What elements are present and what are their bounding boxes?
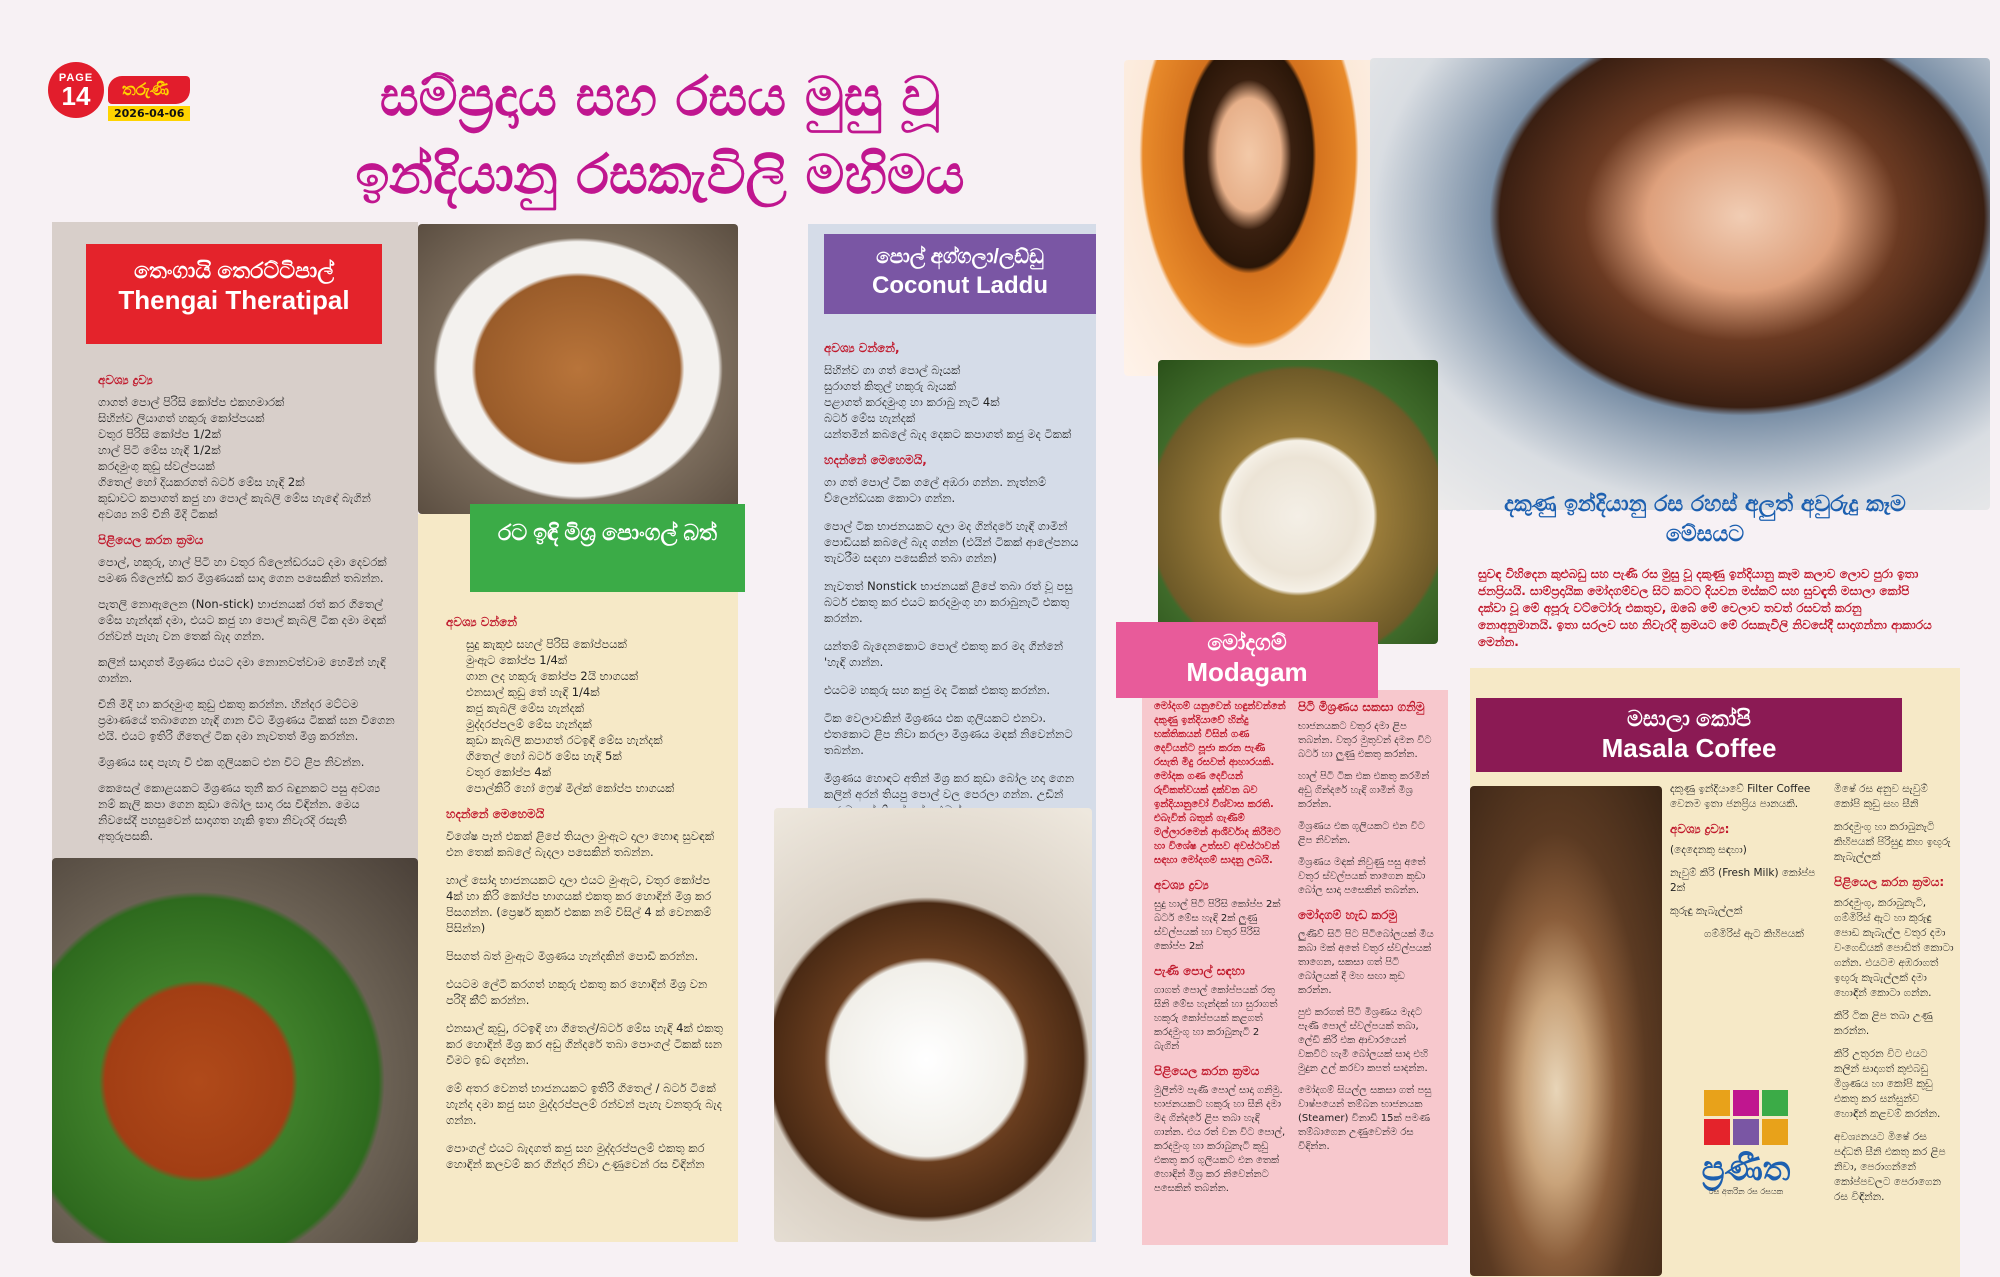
list-item: කරදමුංගු කුඩු ස්වල්පයක් [98,459,215,473]
thengai-text: අවශ්‍ය ද්‍රව්‍ය ගාගත් පොල් පිරිසි කෝප්ප එකහමාරක් සිහින්ව ලියාගත් හකුරු කෝප්පයක් වතුර පිරිසි කෝප්ප 1/2ක් හාල් පිටි මේස හැඳි 1/2ක් කරදමුංගු කුඩු ස්වල්පයක් ගිතෙල් හෝ දියකරගත් බටර් මේස හැඳි 2ක් කුඩාවට කපාගත් කජු හා පොල් කැබලි මේස හැඳේ බැගින් අවශ්‍ය නම් චීනි මිදි ටිකක් පිළියෙල කරන ක්‍රමය පොල්, හකුරු, හාල් පිටි හා වතුර බ්ලෙන්ඩරයට දමා දෙවරක් පමණ බ්ලෙන්ඩ් කර මිශ්‍රණයක් සාදා ගෙන පසෙකින් තබන්න. පැතලි නොඇලෙන (Non-stick) භාජනයක් රත් කර ගිතෙල් මේස හැන්දක් දමා, එයට කජු හා පොල් කැබලි ටික දමා මඳක් රන්වන් පැහැ වන තෙක් බැද ගන්න. කලින් සාදාගත් මිශ්‍රණය එයට දමා නොනවත්වාම හෙමින් හැඳි ගාන්න. චීනි මිදි හා කරදමුංගු කුඩු එකතු කරන්න. හින්දර මට්ටම ප්‍රමාණයේ තබාගෙන හැඳි ගාන විට මිශ්‍රණය ටිකක් ඝන වීගෙන එයි. එයට ඉතිරි ගිතෙල් ටික දමා නැවතත් මිශ්‍ර කරන්න. මිශ්‍රණය ඝඳ පැහැ වී එක ගුලියකට එන විට ළිප නිවන්න. කෙසෙල් කොළයකට මිශ්‍රණය තුනී කර බඳුනකට පසු අවශ්‍ය නම් කැලි කපා ගෙන කුඩා බෝල සාදා රස විඳින්න. මෙය නිවසේදී පහසුවෙන් සාදාගත හැකි ඉතා නිවැරදි රසැති අතුරුපසකි. [98,362,398,854]
list-item: මිශ්‍රණය හොඳට අතින් මිශ්‍ර කර කුඩා බෝල හදා ගෙන කලින් අරන් තියපු පොල් වල පෙරලා ගන්න. උඩින් [824,771,1075,801]
modagam-column [1142,630,1448,1245]
modagam-title: මෝදගම් Modagam [1116,622,1378,698]
page-number-circle: PAGE 14 [48,62,104,118]
list-item: එනසාල් කුඩු තේ හැඳි 1/4ක් [466,685,600,699]
page-title: සම්ප්‍රදාය සහ රසය මුසු වූ ඉන්දියානු රසකැවිලි මහිමය [355,65,965,206]
pongal-title: රට ඉඳි මිශ්‍ර පොංගල් බත් [470,504,745,592]
list-item: ගා ගත් පොල් ටික ගලේ අඹරා ගන්න. නැත්නම් ව්ලෙන්ඩයක කොටා ගන්න. [824,475,1047,505]
list-item: පිසගත් බත් මුංඇට මිශ්‍රණය හැන්දකින් පොඩි කරන්න. [446,949,699,963]
list-item: මිශ්‍රණය ඝඳ පැහැ වී එක ගුලියකට එන විට ළිප නිවන්න. [98,755,365,769]
list-item: ටික වෙලාවකින් මිශ්‍රණය එක ගුලියකට එනවා. එතකොට ළිප නිවා කරලා මිශ්‍රණය මඳක් නිවෙන්නට තබන්න. [824,711,1073,757]
list-item: කුඩා කැබලි කපාගත් රටඉඳි මේස හැන්දක් [466,733,663,747]
list-item: යන්තම් බැදෙනකොට පොල් එකතු කර මද ගින්නේ 'හැඳි ගාන්න. [824,639,1064,669]
list-item: සුරාගත් කිතුල් හකුරු බෑයක් [824,379,957,393]
list-item: කෙසෙල් කොළයකට මිශ්‍රණය තුනී කර බඳුනකට පසු අවශ්‍ය නම් කැලි කපා ගෙන කුඩා බෝල සාදා රස විඳින්න. මෙය නිවසේදී පහසුවෙන් සාදාගත හැකි ඉතා නිවැරදි රසැති අතුරුපසකි. [98,781,381,843]
list-item: හාල් පිටි මේස හැඳි 1/2ක් [98,443,221,457]
pranitha-logo: ප්‍රණීත රස අතරින රස රසයක [1676,1090,1816,1230]
list-item: අවශ්‍ය නම් චීනි මිදි ටිකක් [98,507,218,521]
ingredient-list [824,362,1084,442]
coffee-text-left: දකුණු ඉන්දියාවේ Filter Coffee වෙනම ඉතා ජනප්‍රිය පානයකි. අවශ්‍ය ද්‍රව්‍ය: (දෙදෙනකු සඳහා) නැවුම් කිරි (Fresh Milk) කෝප්ප 2ක් කුරුඳු කැබැල්ලක් ගම්මිරිස් ඇට කිහිපයක් [1670,783,1816,940]
list-item: පොංගල් එයට බැදගත් කජු සහ මුද්දරප්පලම් එකතු කර හොඳින් කලවම් කර ගින්දර නිවා උණුවෙන් රස විඳින්න [446,1141,705,1171]
list-item: පොල් ටික භාජනයකට දාලා මද ගින්දරේ හැඳි ගාමින් පොඩියක් කබලේ බැද ගන්න (එයින් ටිකක් ආලේපනය තැවරීම සඳහා පසෙකින් තබා ගන්න) [824,519,1079,565]
feature-body: සුවඳ විහිදෙන කුළුබඩු සහ පැණි රස මුසු වූ දකුණු ඉන්දියානු කෑම කලාව ලොව පුරා ඉතා ජනප්‍රියයි. සාම්ප්‍රදායික මෝදගම්වල සිට කටට දියවන මස්කට් සහ සුවඳැති මසාලා කෝපි දක්වා වූ මේ අපූරු වට්ටෝරු එකතුව, ඔබේ මේ වෙලාව තවත් රසවත් කරනු නොඅනුමානයි. ඉතා සරලව සහ නිවැරදි ක්‍රමයට මේ රසකැවිලි නිවසේදී සාදාගන්නා ආකාරය මෙන්න. [1478,567,1932,649]
list-item: බටර් මේස හැන්දක් [824,411,916,425]
feature-heading: දකුණු ඉන්දියානු රස රහස් අලුත් අවුරුදු කෑම මේසයට [1504,492,1906,547]
list-item: නැවතත් Nonstick භාජනයක් ළිපේ තබා රත් වූ පසු බටර් එකතු කර එයට කරදමුංගු හා කරාබුනැටි එකතු කරන්න. [824,579,1073,625]
list-item: සිහින්ව ගා ගත් පොල් බෑයක් [824,363,961,377]
list-item: ගිතෙල් හෝ දියකරගත් බටර් මේස හැඳි 2ක් [98,475,305,489]
coffee-text-right: මිෂේ රස අනුව සැවුම් කෝපි කුඩු සහ සීනි කරදමුංගු හා කරාබුනැටි කිහිපයක් පිරිසුදු කහ ඉඟුරු කැබැල්ලක් පිළියෙල කරන ක්‍රමය: කරදමුංගු, කරාබුනැටි, ගම්මිරිස් ඇට හා කුරුඳු පොඩ කැබැල්ල වතුර දමා වංගෙඩියක් පොඩිත් කොටා ගන්න. එයටම අඹරාගත් ඉඟුරු කැබැල්ලක් දමා හොඳින් කොටා ගන්න. කිරි ටික ළිප තබා උණු කරන්න. කිරි උතුරන විට එයට කලින් සාදාගත් කුළුබඩු මිශ්‍රණය හා කෝපි කුඩු එකතු කර සන්සුන්ව හොඳින් කළවම් කරන්න. අවශ්‍යනයට මිෂේ රස පද්ධති සීනි එකතු කර ළිප නිවා, පෙරාගන්නේ කෝප්පවලට පෙරාගෙන රස විඳින්න. [1834,783,1954,1203]
issue-date: 2026-04-06 [108,106,190,121]
list-item: විශේෂ පෑන් එකක් ළිපේ තියලා මුංඇට දාලා හොඳ සුවඳක් එන තෙක් කබලේ බැදලා පසෙකින් තබන්න. [446,829,715,859]
pongal-photo [418,224,738,514]
modagam-text-right: පිටි මිශ්‍රණය සකසා ගනිමු භාජනයකට වතුර දමා ළිප තබන්න. වතුර මුතුවන් දමන විට බටර් හා ලුණු එකතු කරන්න. හාල් පිටි ටික එක එකතු කරමින් අඩු ගින්දරේ හැඳි ගාමින් මිශ්‍ර කරන්න. මිශ්‍රණය එක ගුලියකට එන විට ළිප නිවන්න. මිශ්‍රණය මඳක් නිවුණු පසු අතේ වතුර ස්වල්පයක් තාගෙන කුඩා බෝල සාදා පසෙකින් තබන්න. මෝදගම් හැඩ කරමු ලුණිව් සිටි පිට පිටිබෝලයක් මීය කබා මක් අතේ වතුර ස්වල්පයක් තාගෙන, සකසා ගත් පිටි බෝලයක් දී මහ සඟා කුඩ කරන්න. පුළු කරගත් පිටි මිශ්‍රණය මැදට පැණි පොල් ස්වල්පයක් තබා, ලේඩි කිරි එක ආචාරයෙන් වකවීට හැමී බෝලයක් සාදා එහි මුදුන උල් කරවා කපත් සාදන්න. මෝදගම් සියල්ල සකසා ගත් පසු වාෂ්පයෙන් තම්බන භාජනයක (Steamer) විනාඩි 15ක් පමණ තම්බාගෙන උණුවෙන්ම රස විඳින්න. [1298,700,1434,1152]
thengai-title: තෙංගායි තෙරට්ටිපාල් Thengai Theratipal [86,244,382,344]
pongal-text: අවශ්‍ය වන්නේ සුදු කැකුළු සහල් පිරිසි කෝප්පයක් මුංඇට කෝප්ප 1/4ක් ගාන ලද හකුරු කෝප්ප 2යි භාගයක් එනසාල් කුඩු තේ හැඳි 1/4ක් කජු කැබලි මේස හැන්දක් මුද්දරප්පලම් මේස හැන්දක් කුඩා කැබලි කපාගත් රටඉඳි මේස හැන්දක් ගිතෙල් හෝ බටර් මේස හැඳි 5ක් වතුර කෝප්ප 4ක් පොල්කිරි හෝ ෆ්‍රෙෂ් මිල්ක් කෝප්ප භාගයක් හදන්නේ මෙහෙමයි විශේෂ පෑන් එකක් ළිපේ තියලා මුංඇට දාලා හොඳ සුවඳක් එන තෙක් කබලේ බැදලා පසෙකින් තබන්න. හාල් සෝදා භාජනයකට දාලා එයට මුංඇට, වතුර කෝප්ප 4ක් හා කිරි කෝප්ප භාගයක් එකතු කර හොඳින් මිශ්‍ර කර පිසගන්න. (ප්‍රෙෂර් කුකර් එකක නම් විසිල් 4 ක් වෙනකම් පිසින්න) පිසගත් බත් මුංඇට මිශ්‍රණය හැන්දකින් පොඩි කරන්න. එයටම ලේටී කරගත් හකුරු එකතු කර හොඳින් මිශ්‍ර වන පරිදි කීට් කරන්න. එනසාල් කුඩු, රටඉඳි හා ගිතෙල්/බටර් මේස හැඳි 4ක් එකතු කර හොඳින් මිශ්‍ර කර අඩු ගින්දරේ තබා පොංගල් ටිකක් ඝන වීමට ඉඩ දෙන්න. මේ අතර වෙනත් භාජනයකට ඉතිරි ගිතෙල් / බටර් ටිකේ හැන්ද දමා කජු සහ මුද්දරප්පලම් රන්වන් පැහැ වනතුරු බැද ගන්න. පොංගල් එයට බැදගත් කජු සහ මුද්දරප්පලම් එකතු කර හොඳින් කලවම් කර ගින්දර නිවා උණුවෙන් රස විඳින්න [446,604,726,1184]
girl-photo [1124,60,1374,376]
ingredient-list [446,636,726,796]
list-item: කලින් සාදාගත් මිශ්‍රණය එයට දමා නොනවත්වාම හෙමින් හැඳි ගාන්න. [98,655,386,685]
list-item: සුදු කැකුළු සහල් පිරිසි කෝප්පයක් [466,637,627,651]
list-item: පැතලි නොඇලෙන (Non-stick) භාජනයක් රත් කර ගිතෙල් මේස හැන්දක් දමා, එයට කජු හා පොල් කැබලි ටික දමා මඳක් රන්වන් පැහැ වන තෙක් බැද ගන්න. [98,597,387,643]
method-list [98,554,398,844]
list-item: වතුර කෝප්ප 4ක් [466,765,552,779]
list-item: පොල්කිරි හෝ ෆ්‍රෙෂ් මිල්ක් කෝප්ප භාගයක් [466,781,675,795]
list-item: සිහින්ව ලියාගත් හකුරු කෝප්පයක් [98,411,265,425]
laddu-text: අවශ්‍ය වන්නේ, සිහින්ව ගා ගත් පොල් බෑයක් සුරාගත් කිතුල් හකුරු බෑයක් පළාගත් කරදමුංගු හා කරාබු නැටි 4ක් බටර් මේස හැන්දක් යන්තමින් කබලේ බැද දෙකට කපාගත් කජු මද ටිකක් හදන්නේ මෙහෙමයි, ගා ගත් පොල් ටික ගලේ අඹරා ගන්න. නැත්නම් ව්ලෙන්ඩයක කොටා ගන්න. පොල් ටික භාජනයකට දාලා මද ගින්දරේ හැඳි ගාමින් පොඩියක් කබලේ බැද ගන්න (එයින් ටිකක් ආලේපනය තැවරීම සඳහා පසෙකින් තබා ගන්න) නැවතත් Nonstick භාජනයක් ළිපේ තබා රත් වූ පසු බටර් එකතු කර එයට කරදමුංගු හා කරාබුනැටි එකතු කරන්න. යන්තම් බැදෙනකොට පොල් එකතු කර මද ගින්නේ 'හැඳි ගාන්න. එයටම හකුරු සහ කජු මද ටිකක් එකතු කරන්න. ටික වෙලාවකින් මිශ්‍රණය එක ගුලියකට එනවා. එතකොට ළිප නිවා කරලා මිශ්‍රණය මඳක් නිවෙන්නට තබන්න. මිශ්‍රණය හොඳට අතින් මිශ්‍ර කර කුඩා බෝල හදා ගෙන කලින් අරන් තියපු පොල් වල පෙරලා ගන්න. උඩින් [824,330,1084,830]
masthead-logo: තරුණී [108,76,190,104]
coffee-photo [1470,786,1662,1276]
ingredient-list [98,394,398,522]
list-item: පළාගත් කරදමුංගු හා කරාබු නැටි 4ක් [824,395,1000,409]
logo-icon [1676,1090,1816,1145]
list-item: මුංඇට කෝප්ප 1/4ක් [466,653,568,667]
method-list [446,828,726,1172]
list-item: කුඩාවට කපාගත් කජු හා පොල් කැබලි මේස හැඳේ බැගින් [98,491,371,505]
modagam-text-left: මෝදගම් යනුවෙන් හඳුන්වන්නේ දකුණු ඉන්දියාවේ හින්දු භක්තිකයන් විසින් ගණ දෙවියන්ට පූජා කරන පැණි රසැති මිදු රසවත් ආහාරයකි. මෝදක ගණ දෙවියන් රුචිකත්වයක් දක්වන බව ඉන්දියානුවෝ විශ්වාස කරති. එබැවින් බතුන් ගැණිම් මල්ලාරමෙන් ආශීර්වාද කිරීමට හා විශේෂ උත්සව අවස්ථාවන් සඳහා මෝදගම් සාදනු ලබයි. අවශ්‍ය ද්‍රව්‍ය සුදු හාල් පිටි පිරිසි කෝප්ප 2ක් බටර් මේස හැඳි 2ක් ලුණු ස්වල්පයක් හා වතුර පිරිසි කෝප්ප 2ක් පැණි පොල් සඳහා ගාගත් පොල් කෝප්පයක් රතු සීනි මේස හැන්දක් හා සුරාගත් හකුරු කෝප්පයක් කළගත් කරදමුංගු හා කරාබුනැටි 2 බැගින් පිළියෙල කරන ක්‍රමය මුලින්ම පැණි පොල් සාදා ගනිමු. භාජනයකට හකුරු හා සීනි දමා මද ගින්දරේ ළිප තබා හැඳි ගාන්න. එය රත් වන විට පොල්, කරදමුංගු හා කරාබුනැටි කුඩු එකතු කර ගුලියකට එන තෙක් හොඳින් මිශ්‍ර කර නිවෙන්නට පසෙකින් තබන්න. [1154,701,1286,1194]
list-item: වතුර පිරිසි කෝප්ප 1/2ක් [98,427,221,441]
modagam-photo [1158,360,1438,644]
mother-child-photo [1370,58,1990,510]
list-item: මුද්දරප්පලම් මේස හැන්දක් [466,717,592,731]
list-item: යන්තමින් කබලේ බැද දෙකට කපාගත් කජු මද ටිකක් [824,427,1072,441]
list-item: එයටම හකුරු සහ කජු මද ටිකක් එකතු කරන්න. [824,683,1051,697]
laddu-title: පොල් අග්ගලා/ලඩ්ඩු Coconut Laddu [824,234,1096,314]
list-item: කජු කැබලි මේස හැන්දක් [466,701,585,715]
list-item: මේ අතර වෙනත් භාජනයකට ඉතිරි ගිතෙල් / බටර් ටිකේ හැන්ද දමා කජු සහ මුද්දරප්පලම් රන්වන් පැහැ වනතුරු බැද ගන්න. [446,1081,722,1127]
pongal-column [418,514,738,1242]
thengai-photo [52,858,418,1243]
list-item: ගාන ලද හකුරු කෝප්ප 2යි භාගයක් [466,669,639,683]
list-item: එනසාල් කුඩු, රටඉඳි හා ගිතෙල්/බටර් මේස හැඳි 4ක් එකතු කර හොඳින් මිශ්‍ර කර අඩු ගින්දරේ තබා පොංගල් ටිකක් ඝන වීමට ඉඩ දෙන්න. [446,1021,723,1067]
left-page-badge [48,62,190,121]
list-item: ගිතෙල් හෝ බටර් මේස හැඳි 5ක් [466,749,622,763]
list-item: පොල්, හකුරු, හාල් පිටි හා වතුර බ්ලෙන්ඩරයට දමා දෙවරක් පමණ බ්ලෙන්ඩ් කර මිශ්‍රණයක් සාදා ගෙන පසෙකින් තබන්න. [98,555,387,585]
list-item: එයටම ලේටී කරගත් හකුරු එකතු කර හොඳින් මිශ්‍ර වන පරිදි කීට් කරන්න. [446,977,708,1007]
list-item: ගාගත් පොල් පිරිසි කෝප්ප එකහමාරක් [98,395,285,409]
coffee-title: මසාලා කෝපි Masala Coffee [1476,698,1902,772]
laddu-photo [774,808,1092,1242]
list-item: චීනි මිදි හා කරදමුංගු කුඩු එකතු කරන්න. හින්දර මට්ටම ප්‍රමාණයේ තබාගෙන හැඳි ගාන විට මිශ්‍රණය ටිකක් ඝන වීගෙන එයි. එයට ඉතිරි ගිතෙල් ටික දමා නැවතත් මිශ්‍ර කරන්න. [98,697,395,743]
method-list [824,474,1084,818]
list-item: හාල් සෝදා භාජනයකට දාලා එයට මුංඇට, වතුර කෝප්ප 4ක් හා කිරි කෝප්ප භාගයක් එකතු කර හොඳින් මිශ්‍ර කර පිසගන්න. (ප්‍රෙෂර් කුකර් එකක නම් විසිල් 4 ක් වෙනකම් පිසින්න) [446,873,712,935]
